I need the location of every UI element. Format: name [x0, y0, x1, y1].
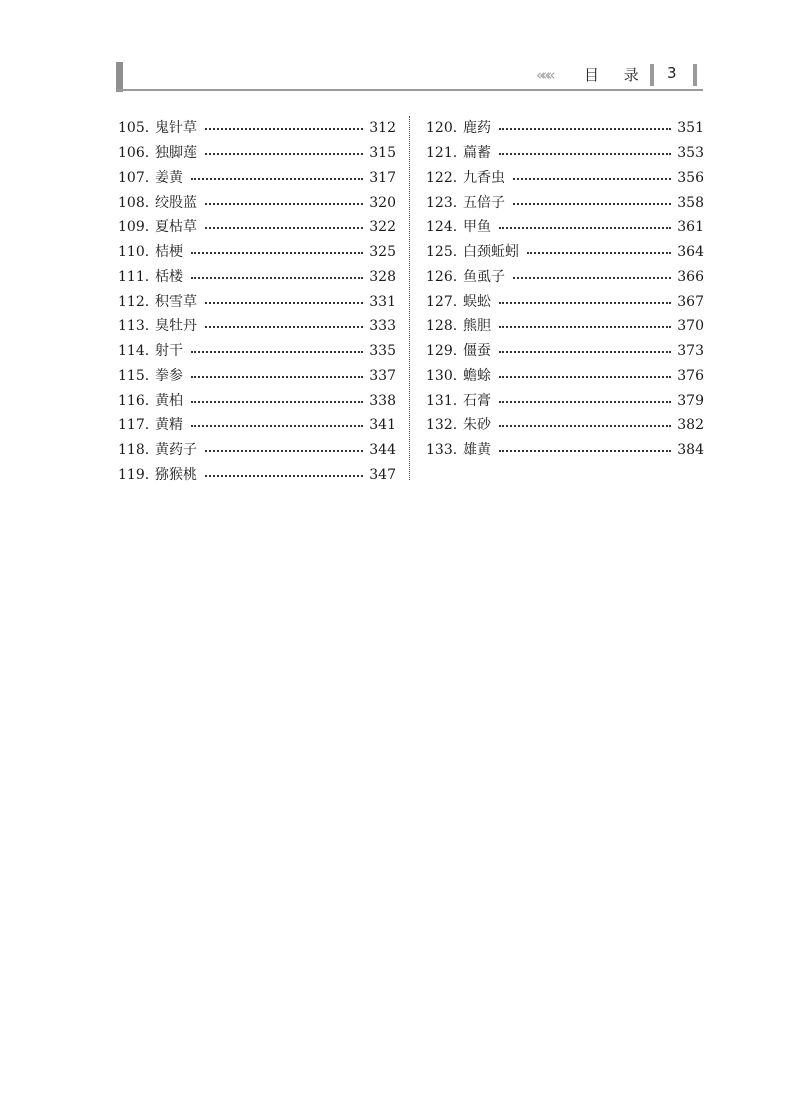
toc-entry[interactable]: [118, 240, 396, 265]
header-rule: [116, 89, 703, 91]
entry-page-number: 366: [677, 268, 704, 285]
toc-entry[interactable]: [426, 314, 704, 339]
dot-leader: [499, 450, 671, 452]
entry-title: 夏枯草: [155, 219, 197, 236]
toc-entry[interactable]: [426, 289, 704, 314]
entry-title: 黄柏: [155, 392, 183, 409]
entry-number: 126.: [426, 268, 458, 285]
dot-leader: [205, 450, 363, 452]
entry-page-number: 364: [677, 244, 704, 261]
entry-page-number: 376: [677, 367, 704, 384]
entry-number: 107.: [118, 169, 150, 186]
header-separator-left: [650, 64, 654, 86]
entry-title: 五倍子: [463, 194, 505, 211]
entry-title: 白颈蚯蚓: [463, 244, 519, 261]
entry-page-number: 361: [677, 219, 704, 236]
entry-title: 鬼针草: [155, 120, 197, 137]
entry-title: 僵蚕: [463, 343, 491, 360]
page-number: 3: [667, 64, 677, 82]
dot-leader: [191, 252, 363, 254]
entry-number: 118.: [118, 442, 150, 459]
entry-number: 114.: [118, 343, 150, 360]
entry-page-number: 331: [369, 293, 396, 310]
entry-page-number: 382: [677, 417, 704, 434]
dot-leader: [499, 425, 671, 427]
entry-title: 积雪草: [155, 293, 197, 310]
toc-entry[interactable]: [118, 388, 396, 413]
entry-page-number: 338: [369, 392, 396, 409]
entry-number: 111.: [118, 268, 150, 285]
toc-entry[interactable]: [118, 116, 396, 141]
entry-page-number: 328: [369, 268, 396, 285]
toc-entry[interactable]: [118, 190, 396, 215]
entry-page-number: 384: [677, 442, 704, 459]
toc-entry[interactable]: [118, 314, 396, 339]
dot-leader: [527, 252, 671, 254]
entry-title: 蟾蜍: [463, 367, 491, 384]
entry-page-number: 341: [369, 417, 396, 434]
toc-entry[interactable]: [426, 339, 704, 364]
dot-leader: [499, 326, 671, 328]
toc-entry[interactable]: [118, 438, 396, 463]
entry-page-number: 320: [369, 194, 396, 211]
dot-leader: [191, 277, 363, 279]
dot-leader: [205, 302, 363, 304]
toc-entry[interactable]: [118, 413, 396, 438]
entry-title: 射干: [155, 343, 183, 360]
entry-page-number: 325: [369, 244, 396, 261]
entry-page-number: 373: [677, 343, 704, 360]
toc-entry[interactable]: [118, 141, 396, 166]
entry-number: 127.: [426, 293, 458, 310]
entry-title: 甲鱼: [463, 219, 491, 236]
toc-entry[interactable]: [426, 364, 704, 389]
entry-number: 129.: [426, 343, 458, 360]
toc-entry[interactable]: [426, 141, 704, 166]
toc-entry[interactable]: [426, 388, 704, 413]
entry-title: 石膏: [463, 392, 491, 409]
dot-leader: [499, 302, 671, 304]
toc-entry[interactable]: [426, 265, 704, 290]
toc-entry[interactable]: [118, 215, 396, 240]
entry-number: 108.: [118, 194, 150, 211]
toc-entry[interactable]: [426, 166, 704, 191]
entry-page-number: 356: [677, 169, 704, 186]
toc-entry[interactable]: [118, 339, 396, 364]
entry-title: 鱼虱子: [463, 268, 505, 285]
dot-leader: [499, 153, 671, 155]
entry-number: 128.: [426, 318, 458, 335]
toc-entry[interactable]: [426, 116, 704, 141]
entry-title: 黄药子: [155, 442, 197, 459]
header-separator-right: [693, 64, 697, 86]
page-title: 目 录: [584, 66, 649, 84]
dot-leader: [205, 203, 363, 205]
entry-number: 116.: [118, 392, 150, 409]
entry-page-number: 322: [369, 219, 396, 236]
entry-page-number: 347: [369, 466, 396, 483]
entry-number: 132.: [426, 417, 458, 434]
entry-title: 黄精: [155, 417, 183, 434]
toc-entry[interactable]: [118, 265, 396, 290]
dot-leader: [205, 128, 363, 130]
entry-number: 119.: [118, 466, 150, 483]
dot-leader: [191, 178, 363, 180]
entry-number: 117.: [118, 417, 150, 434]
entry-page-number: 353: [677, 145, 704, 162]
dot-leader: [191, 376, 363, 378]
entry-page-number: 317: [369, 169, 396, 186]
dot-leader: [191, 425, 363, 427]
toc-column-left: [118, 116, 396, 487]
header-accent-bar: [116, 62, 123, 92]
entry-title: 九香虫: [463, 169, 505, 186]
entry-page-number: 337: [369, 367, 396, 384]
entry-number: 113.: [118, 318, 150, 335]
entry-page-number: 344: [369, 442, 396, 459]
entry-title: 猕猴桃: [155, 466, 197, 483]
entry-title: 蜈蚣: [463, 293, 491, 310]
entry-number: 110.: [118, 244, 150, 261]
entry-number: 123.: [426, 194, 458, 211]
entry-number: 124.: [426, 219, 458, 236]
dot-leader: [499, 128, 671, 130]
dot-leader: [499, 351, 671, 353]
dot-leader: [513, 203, 671, 205]
toc-entry[interactable]: [426, 438, 704, 463]
entry-title: 姜黄: [155, 169, 183, 186]
toc-entry[interactable]: [426, 413, 704, 438]
dot-leader: [205, 153, 363, 155]
toc-entry[interactable]: [118, 364, 396, 389]
dot-leader: [499, 401, 671, 403]
dot-leader: [191, 401, 363, 403]
toc-entry[interactable]: [118, 463, 396, 488]
dot-leader: [205, 227, 363, 229]
entry-page-number: 335: [369, 343, 396, 360]
entry-page-number: 379: [677, 392, 704, 409]
entry-number: 122.: [426, 169, 458, 186]
entry-number: 120.: [426, 120, 458, 137]
dot-leader: [205, 475, 363, 477]
column-divider: [409, 116, 410, 480]
entry-title: 熊胆: [463, 318, 491, 335]
entry-number: 112.: [118, 293, 150, 310]
toc-entry[interactable]: [118, 289, 396, 314]
toc-entry[interactable]: [426, 190, 704, 215]
chevrons-icon: «««: [536, 66, 552, 84]
entry-number: 115.: [118, 367, 150, 384]
toc-entry[interactable]: [118, 166, 396, 191]
entry-number: 106.: [118, 145, 150, 162]
entry-page-number: 370: [677, 318, 704, 335]
entry-title: 独脚莲: [155, 145, 197, 162]
dot-leader: [513, 277, 671, 279]
entry-title: 萹蓄: [463, 145, 491, 162]
toc-column-right: [426, 116, 704, 463]
toc-entry[interactable]: [426, 215, 704, 240]
dot-leader: [499, 376, 671, 378]
entry-title: 拳参: [155, 367, 183, 384]
entry-number: 121.: [426, 145, 458, 162]
entry-page-number: 351: [677, 120, 704, 137]
entry-page-number: 367: [677, 293, 704, 310]
entry-title: 雄黄: [463, 442, 491, 459]
entry-title: 桔梗: [155, 244, 183, 261]
entry-number: 133.: [426, 442, 458, 459]
toc-entry[interactable]: [426, 240, 704, 265]
entry-number: 109.: [118, 219, 150, 236]
entry-number: 131.: [426, 392, 458, 409]
entry-page-number: 315: [369, 145, 396, 162]
entry-number: 130.: [426, 367, 458, 384]
dot-leader: [191, 351, 363, 353]
dot-leader: [205, 326, 363, 328]
entry-number: 105.: [118, 120, 150, 137]
entry-title: 栝楼: [155, 268, 183, 285]
entry-page-number: 358: [677, 194, 704, 211]
entry-number: 125.: [426, 244, 458, 261]
entry-title: 朱砂: [463, 417, 491, 434]
dot-leader: [513, 178, 671, 180]
dot-leader: [499, 227, 671, 229]
entry-page-number: 333: [369, 318, 396, 335]
entry-title: 臭牡丹: [155, 318, 197, 335]
entry-title: 绞股蓝: [155, 194, 197, 211]
entry-page-number: 312: [369, 120, 396, 137]
entry-title: 鹿药: [463, 120, 491, 137]
